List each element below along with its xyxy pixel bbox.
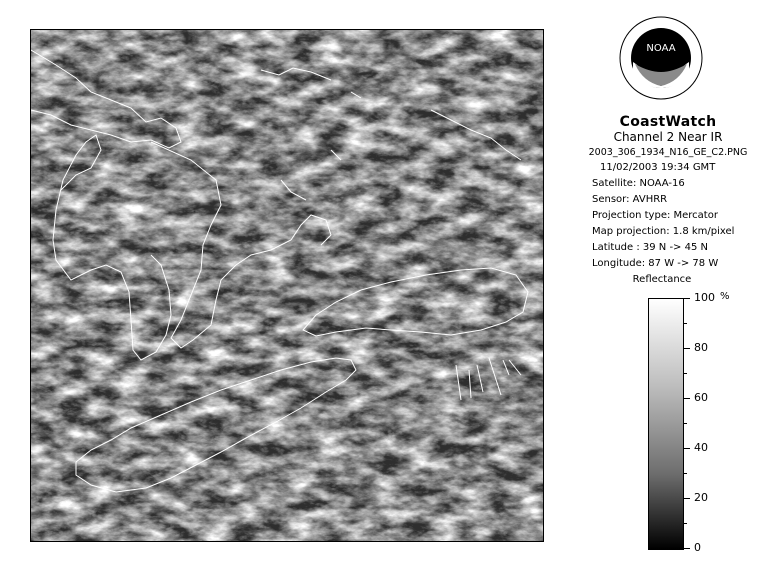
colorbar-label-100: 100 (694, 291, 715, 304)
satellite-image (30, 29, 544, 542)
colorbar-tick (684, 498, 690, 499)
noaa-logo (619, 16, 703, 100)
colorbar-minor-tick (684, 523, 687, 524)
datetime-text: 11/02/2003 19:34 GMT (600, 162, 716, 173)
colorbar-minor-tick (684, 423, 687, 424)
colorbar-minor-tick (684, 373, 687, 374)
satellite-image-svg (31, 30, 543, 541)
channel-subtitle: Channel 2 Near IR (613, 130, 723, 144)
colorbar-minor-tick (684, 323, 687, 324)
sensor-text: Sensor: AVHRR (592, 194, 668, 205)
reflectance-colorbar (648, 298, 684, 550)
colorbar-tick (684, 548, 690, 549)
projection-type-text: Projection type: Mercator (592, 210, 718, 221)
colorbar-minor-tick (684, 473, 687, 474)
satellite-text: Satellite: NOAA-16 (592, 178, 685, 189)
colorbar-tick (684, 448, 690, 449)
colorbar-label-80: 80 (694, 341, 708, 354)
colorbar-tick (684, 348, 690, 349)
colorbar-tick (684, 298, 690, 299)
longitude-text: Longitude: 87 W -> 78 W (592, 258, 719, 269)
map-projection-text: Map projection: 1.8 km/pixel (592, 226, 735, 237)
colorbar-title: Reflectance (632, 274, 692, 285)
image-filename: 2003_306_1934_N16_GE_C2.PNG (588, 147, 748, 158)
logo-text: NOAA (646, 43, 676, 54)
colorbar-tick (684, 398, 690, 399)
cloud-fine-texture (31, 30, 543, 541)
latitude-text: Latitude : 39 N -> 45 N (592, 242, 708, 253)
colorbar-label-60: 60 (694, 391, 708, 404)
colorbar-label-0: 0 (694, 541, 701, 554)
colorbar-label-20: 20 (694, 491, 708, 504)
colorbar-label-40: 40 (694, 441, 708, 454)
app-title: CoastWatch (619, 114, 717, 130)
colorbar-unit: % (720, 291, 730, 302)
